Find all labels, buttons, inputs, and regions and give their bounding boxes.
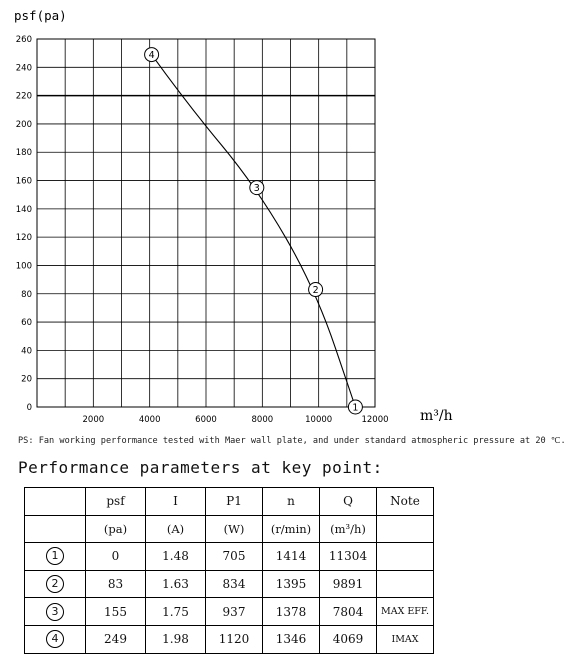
y-tick-label: 180 <box>15 148 32 159</box>
table-row <box>25 625 434 653</box>
table-units-row <box>25 515 434 543</box>
point-number-badge: 1 <box>46 547 64 565</box>
table-cell: 1.63 <box>146 570 206 598</box>
unit-cell: (A) <box>146 515 206 543</box>
performance-table <box>24 487 434 654</box>
unit-cell: (pa) <box>86 515 146 543</box>
table-row <box>25 570 434 598</box>
x-tick-label: 10000 <box>305 415 333 425</box>
header-cell: Q <box>320 488 377 516</box>
point-number-badge: 3 <box>46 603 64 621</box>
unit-cell: (m³/h) <box>320 515 377 543</box>
key-point-label: 3 <box>253 183 260 195</box>
y-tick-label: 260 <box>15 35 32 45</box>
table-cell: 1.98 <box>146 625 206 653</box>
key-point-label: 2 <box>312 285 319 297</box>
table-row <box>25 543 434 571</box>
y-tick-label: 80 <box>21 289 32 300</box>
performance-curve <box>152 55 356 407</box>
y-tick-labels <box>16 35 32 413</box>
table-cell: 1346 <box>263 625 320 653</box>
table-cell: 249 <box>86 625 146 653</box>
table-cell: 7804 <box>320 598 377 626</box>
y-tick-label: 160 <box>15 176 32 187</box>
point-label-cell <box>25 598 86 626</box>
point-label-cell <box>25 543 86 571</box>
table-cell: 1.75 <box>146 598 206 626</box>
table-cell: MAX EFF. <box>377 598 434 626</box>
header-cell: n <box>263 488 320 516</box>
x-tick-label: 12000 <box>361 415 389 425</box>
table-cell: 834 <box>206 570 263 598</box>
y-tick-label: 100 <box>15 261 32 272</box>
table-cell: 155 <box>86 598 146 626</box>
y-tick-label: 220 <box>15 91 32 102</box>
y-tick-label: 200 <box>15 119 32 130</box>
y-tick-label: 140 <box>15 204 32 215</box>
table-cell: 1378 <box>263 598 320 626</box>
point-label-cell <box>25 570 86 598</box>
unit-cell <box>25 515 86 543</box>
header-cell <box>25 488 86 516</box>
x-tick-label: 8000 <box>251 415 274 425</box>
point-number-badge: 4 <box>46 630 64 648</box>
y-tick-label: 40 <box>21 346 32 357</box>
table-cell: 1.48 <box>146 543 206 571</box>
table-cell: 9891 <box>320 570 377 598</box>
table-cell <box>377 570 434 598</box>
unit-cell <box>377 515 434 543</box>
table-title: Performance parameters at key point: <box>18 458 383 477</box>
test-note: PS: Fan working performance tested with Maer wall plate, and under standard atmospheric pressure at 20 ℃. <box>18 436 566 446</box>
x-axis-label: m³/h <box>420 408 453 424</box>
table-cell: 937 <box>206 598 263 626</box>
y-tick-label: 0 <box>26 403 32 413</box>
unit-cell: (r/min) <box>263 515 320 543</box>
table-cell: 1120 <box>206 625 263 653</box>
point-number-badge: 2 <box>46 575 64 593</box>
point-label-cell <box>25 625 86 653</box>
header-cell: psf <box>86 488 146 516</box>
x-tick-labels <box>83 415 389 425</box>
table-header-row <box>25 488 434 516</box>
key-point-markers <box>145 48 363 414</box>
table-cell <box>377 543 434 571</box>
header-cell: Note <box>377 488 434 516</box>
table-cell: 1395 <box>263 570 320 598</box>
table-cell: IMAX <box>377 625 434 653</box>
x-tick-label: 2000 <box>82 415 105 425</box>
x-tick-label: 6000 <box>195 415 217 425</box>
y-axis-label: psf(pa) <box>14 8 67 23</box>
table-cell: 1414 <box>263 543 320 571</box>
unit-cell: (W) <box>206 515 263 543</box>
y-tick-label: 120 <box>15 233 32 244</box>
table-cell: 11304 <box>320 543 377 571</box>
table-row <box>25 598 434 626</box>
y-tick-label: 240 <box>15 63 32 74</box>
table-cell: 0 <box>86 543 146 571</box>
table-cell: 4069 <box>320 625 377 653</box>
header-cell: I <box>146 488 206 516</box>
key-point-label: 1 <box>352 402 359 414</box>
header-cell: P1 <box>206 488 263 516</box>
key-point-label: 4 <box>148 50 155 62</box>
y-tick-label: 60 <box>21 318 32 329</box>
table-cell: 705 <box>206 543 263 571</box>
x-tick-label: 4000 <box>138 415 161 425</box>
chart-grid <box>37 39 375 407</box>
y-tick-label: 20 <box>21 374 32 385</box>
table-cell: 83 <box>86 570 146 598</box>
